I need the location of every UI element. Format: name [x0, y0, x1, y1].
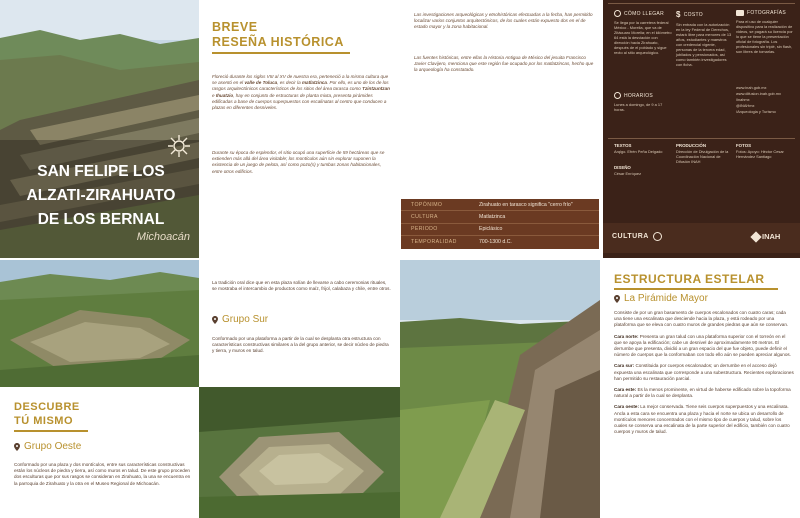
camera-icon [736, 10, 744, 16]
car-icon [614, 10, 621, 17]
resena-paragraph-2: Durante su época de esplendor, el sitio ocupó una superficie de 59 hectáreas que se extienden más allá del área visitable; los montículos aún sin explorar suponen la existencia de un juego de pelota, así como pozo(s) y tumbas zonas habitacionales, entre otros edificios. [212, 150, 385, 174]
clock-icon [614, 92, 621, 99]
link-difusion[interactable]: www.difusion.inah.gob.mx [736, 91, 781, 96]
credit-fotos-text: Fotos: Apoyo: Héctor Cesar Hernández Santiago [736, 149, 784, 159]
info-como-llegar [614, 10, 672, 55]
logo-cultura [612, 232, 662, 241]
credit-fotos [736, 143, 796, 159]
resena-p1-text-c: , es decir la [277, 80, 302, 86]
ficha-value: Zirahuato en tarasco significa "cerro frío" [479, 201, 573, 208]
link-twitter[interactable]: @INAHmx [736, 103, 755, 108]
estelar-sub [614, 293, 708, 304]
horarios-heading: HORARIOS [624, 92, 654, 99]
grupo-oeste-heading [14, 441, 81, 452]
credit-textos [614, 143, 672, 154]
ficha-row-toponimo [401, 199, 599, 211]
como-llegar-text: Se llega por la carretera federal México - Morelia, que va de Zitácuaro Morelia; en el kilómetro 64 está la desviación con dirección hacia Zirahuato, después de el poblado y sigue recto al sitio arqueológico. [614, 20, 672, 55]
cara-sur-text: Constituida por cuerpos escalonados; un derrumbe en el acceso dejó expuesta una escalinata que corresponde a una subestructura. Recientes exploraciones han permitido su restauración parcial. [614, 363, 794, 381]
credit-fotos-heading: FOTOS [736, 143, 752, 148]
resena-paragraph-4: Las fuentes históricas, entre ellas la Historia Antigua de México del jesuita Francisco Javier Clavijero, menciona que este región fue ocupado por los matlatzincas, hecho que la arqueología ha constatado. [414, 55, 594, 73]
location-pin-icon [14, 443, 20, 451]
resena-p1-text-a: Floreció durante los siglos VIII al XV de nuestra era, perteneció a la misma cultura que se asentó en el [212, 74, 389, 86]
cara-norte-text: Presenta un gran talud con una plataforma superior con el torreón en el que se apoya la edificación; cabe un desnivel de aproximadamente 90 metros. El derrumbe que presenta, dividió a un gran espacio del que fue objeto, puede definir el número de cuerpos que la conformaban con todo ello aún se pueden apreciar algunos. [614, 333, 791, 358]
cultura-logo-text: CULTURA [612, 233, 649, 240]
cara-sur-label: Cara sur: [614, 363, 635, 369]
costo-text: Sin entrada con la autorización en la ley Federal de Derechos, estará libre para menores de 13 años, estudiantes y maestros con credencial vigente, personas de la tercera edad, jubilados y pensionados, así como también investigadores con ficha. [676, 22, 732, 67]
como-llegar-heading: CÓMO LLEGAR [624, 10, 664, 17]
photo-grupo-oeste [0, 260, 199, 387]
cover-title-line-3: DE LOS BERNAL [37, 211, 165, 228]
info-horarios [614, 92, 672, 112]
estelar-heading-rule [614, 288, 778, 290]
resena-p1-bold-b: valle de Toluca [244, 80, 278, 86]
descubre-heading-line-2: TÚ MISMO [14, 414, 73, 427]
ficha-key: TEMPORALIDAD [411, 239, 457, 246]
credit-diseno-text: César Enríquez [614, 171, 642, 176]
ficha-key: PERIODO [411, 226, 438, 233]
ficha-value: 700-1300 d.C. [479, 239, 512, 246]
cara-norte-label: Cara norte: [614, 333, 639, 339]
descubre-heading-line-1: DESCUBRE [14, 401, 80, 413]
credit-textos-text: Arqlgo. Efrén Peña Delgado [614, 149, 663, 154]
estelar-intro: Consiste de por un gran basamento de cuerpos escalonados con cuatro caras; cada una tiene una escalinata que desciende hacia la plaza, y está rodeado por una plataforma que se eleva con cuatro muros de grandes piedras que aún se conservan. [614, 310, 789, 328]
link-facebook[interactable]: /inahmx [736, 97, 750, 102]
ficha-key: CULTURA [411, 214, 438, 221]
resena-heading-line-1: BREVE [212, 20, 258, 34]
info-divider-top [608, 3, 795, 4]
estelar-heading [614, 272, 794, 290]
resena-p1-text-g: e [212, 92, 216, 98]
cara-oeste-label: Cara oeste: [614, 404, 640, 410]
resena-paragraph-3: Las investigaciones arqueológicas y etnohistóricas efectuadas a la fecha, han permitido localizar varios conjuntos arquitectónicos, de los cuales están expuesto dos en el de estado mayor y la zona habitacional. [414, 12, 593, 30]
grupo-sur-intro: La tradición oral dice que en esta plaza solían de llevarse a cabo ceremonias rituales, se mostraba el intercambio de productos como maíz, frijol, calabaza y chile, entre otros. [212, 280, 391, 292]
grupo-sur-text: Conformado por una plataforma a partir de la cual se desplanta otra estructura con características constructivas similares a la del grupo anterior, se decir núcleo de piedra y tierra, y muros en talud. [212, 336, 389, 354]
logo-inah [752, 232, 780, 241]
resena-p1-text-e: . Por ello, es uno de los de los rasgos arquitectónicos característicos de los sitios del área tarasca como [212, 80, 389, 92]
horarios-text: Lunes a domingo, de 9 a 17 horas. [614, 102, 663, 112]
credit-produccion-text: Dirección de Divulgación de la Coordinación Nacional de Difusión INAH [676, 149, 729, 164]
cara-este-text: Es la menos prominente, en virtud de haberse edificado sobre la topoforma natural a partir de la cual se desplanta. [614, 387, 791, 399]
estelar-cara-norte [614, 334, 794, 359]
ficha-value: Epiclásico [479, 226, 503, 233]
photo-piramide-mayor [400, 260, 600, 518]
cover-emblem-icon [167, 134, 191, 158]
link-web[interactable]: www.inah.gob.mx [736, 85, 767, 90]
grupo-sur-heading [212, 314, 268, 325]
credit-textos-heading: TEXTOS [614, 143, 632, 148]
ficha-table [401, 199, 599, 249]
inah-logo-icon [750, 231, 761, 242]
estelar-sub-text: La Pirámide Mayor [624, 293, 708, 304]
cara-oeste-text: La mejor conservada. Tiene seis cuerpos superpuestos y una escalinata. Ancla a esta cara se encuentra una plaza y hacia el norte se ubica un desarrollo de montículos menores concentrados con el mismo tipo de cuerpos y talud, sobre los cuales se conserva una escalinata de la parte superior del edificio, también con cuatro cuerpos y muros de talud. [614, 404, 790, 435]
cara-este-label: Cara este: [614, 387, 637, 393]
info-fotos [736, 10, 796, 54]
cover-title [6, 160, 196, 232]
location-pin-icon [212, 316, 218, 324]
resena-heading-line-2: RESEÑA HISTÓRICA [212, 35, 344, 49]
inah-logo-text: INAH [762, 232, 781, 241]
info-links [736, 82, 796, 114]
costo-heading: COSTO [683, 11, 703, 18]
photo-grupo-sur [199, 387, 400, 518]
estelar-heading-text: ESTRUCTURA ESTELAR [614, 272, 765, 286]
fotos-heading: FOTOGRAFÍAS [747, 10, 787, 16]
resena-p1-text-i: , hay en conjunto de estructuras de planta mixta, presenta pirámides edificadas a base de cuerpos superpuestos con escalinatas al centro que conducen a plazas en diferentes desniveles. [212, 92, 387, 111]
cover-subtitle: Michoacán [136, 231, 190, 243]
credit-produccion [676, 143, 732, 164]
resena-p1-bold-d: matlatzinca [301, 80, 327, 86]
grupo-sur-heading-text: Grupo Sur [222, 314, 269, 325]
info-divider-mid [608, 138, 795, 139]
resena-heading [212, 20, 362, 54]
cover-title-line-1: SAN FELIPE LOS [37, 163, 165, 180]
ficha-row-temporalidad [401, 236, 599, 248]
descubre-heading-rule [14, 430, 88, 432]
descubre-heading [14, 401, 134, 432]
estelar-cara-oeste [614, 404, 794, 435]
grupo-oeste-heading-text: Grupo Oeste [24, 441, 82, 452]
credit-diseno [614, 165, 672, 176]
descubre-text: Conformado por una plaza y dos montículos, entre sus características constructivas están los núcleos de piedra y tierra, así como muros en talud. De este grupo proceden dos esculturas que por sus rasgos se consideran en Zirahuato, la una se encuentra en la parroquia de Zirahuato y la otra en el Museo Regional de Michoacán. [14, 462, 191, 486]
resena-paragraph-1 [212, 74, 392, 111]
info-costo [676, 10, 732, 67]
mexico-seal-icon [653, 232, 662, 241]
estelar-cara-este [614, 387, 794, 399]
resena-p1-bold-f: Tzintzuntzan [362, 86, 390, 92]
location-pin-icon [614, 295, 620, 303]
cover-title-line-2: ALZATI-ZIRAHUATO [26, 187, 176, 204]
resena-heading-rule [212, 52, 350, 54]
estelar-body [614, 310, 794, 440]
estelar-cara-sur [614, 363, 794, 382]
fotos-text: Para el uso de cualquier dispositivo para la realización de videos, se pagará su licencia por lo que se tiene la presentación oficial de fotografía. Los profesionales sin tripié, sin flash, son libres de tomarlas. [736, 19, 793, 54]
ficha-key: TOPÓNIMO [411, 201, 443, 208]
resena-p1-bold-h: Ihuatzio [215, 92, 234, 98]
dollar-icon: $ [676, 10, 681, 19]
link-youtube[interactable]: /Arqueologia y Turismo [736, 109, 776, 114]
ficha-row-periodo [401, 224, 599, 236]
ficha-value: Matlatzinca [479, 214, 506, 221]
credit-produccion-heading: PRODUCCIÓN [676, 143, 707, 148]
ficha-row-cultura [401, 211, 599, 223]
credit-diseno-heading: DISEÑO [614, 165, 631, 170]
